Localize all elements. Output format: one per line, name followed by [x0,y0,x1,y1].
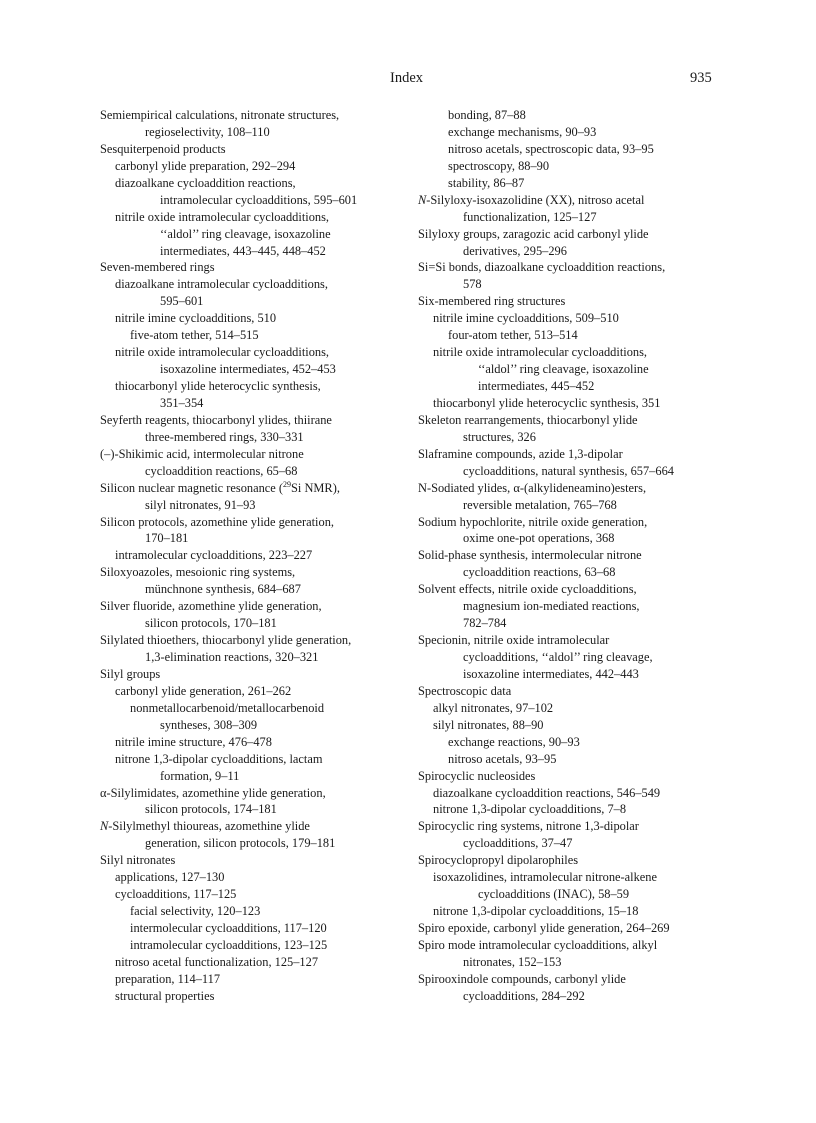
index-entry-line [100,412,410,429]
entry-text: alkyl nitronates, 97–102 [433,700,554,715]
entry-text: nitrile imine cycloadditions, 510 [115,311,277,326]
index-entry-line [418,209,728,226]
entry-text: intermolecular cycloadditions, 117–120 [130,921,327,935]
entry-text: isoxazolidines, intramolecular nitrone-alkene [433,870,657,885]
entry-text: applications, 127–130 [115,870,225,885]
entry-text: derivatives, 295–296 [463,243,567,258]
index-entry-line [418,734,728,751]
index-entry-line [100,395,410,412]
index-entry-line [100,852,410,869]
entry-text: Spirocyclopropyl dipolarophiles [418,853,579,868]
entry-text: nitrone 1,3-dipolar cycloadditions, 15–18 [433,904,639,919]
index-entry-line [100,818,410,835]
index-entry-line [100,768,410,785]
index-entry-line [100,446,410,463]
index-entry-line [100,480,410,497]
index-entry-line [100,734,410,751]
index-entry-line [418,158,728,175]
entry-text: silicon protocols, 170–181 [145,616,277,631]
entry-text: 782–784 [463,616,507,631]
index-entry-line [418,954,728,971]
index-column-left [100,107,410,1005]
index-entry-line [100,937,410,954]
index-entry-line [100,615,410,632]
entry-text: nitrile imine structure, 476–478 [115,734,272,749]
index-entry-line [418,310,728,327]
index-entry-line [100,632,410,649]
index-entry-line [100,547,410,564]
entry-text: Seyferth reagents, thiocarbonyl ylides, thiirane [100,412,332,427]
index-entry-line [418,785,728,802]
index-entry-line [100,259,410,276]
entry-text: reversible metalation, 765–768 [463,497,617,512]
entry-text: magnesium ion-mediated reactions, [463,599,640,614]
entry-text: α-Silylimidates, azomethine ylide generation, [100,785,326,800]
entry-text: münchnone synthesis, 684–687 [145,582,301,597]
entry-text: Six-membered ring structures [418,294,566,309]
italic-prefix: N [100,819,109,834]
index-entry-line [100,378,410,395]
page-number: 935 [690,70,712,86]
entry-text: generation, silicon protocols, 179–181 [145,836,336,851]
entry-text: structural properties [115,988,215,1003]
entry-text: Spectroscopic data [418,683,512,698]
entry-text: cycloadditions, 117–125 [115,887,237,902]
entry-text: nitrone 1,3-dipolar cycloadditions, lactam [115,751,323,766]
entry-text: thiocarbonyl ylide heterocyclic synthesis, 351 [433,395,661,410]
index-entry-line [100,175,410,192]
entry-text: nitronates, 152–153 [463,954,562,969]
entry-text: Spiro mode intramolecular cycloadditions, alkyl [418,937,658,952]
index-entry-line [100,598,410,615]
index-entry-line [418,293,728,310]
index-entry-line [418,344,728,361]
index-entry-line [100,361,410,378]
entry-text: Slaframine compounds, azide 1,3-dipolar [418,446,623,461]
entry-text: oxime one-pot operations, 368 [463,531,615,546]
entry-text: nonmetallocarbenoid/metallocarbenoid [130,700,325,715]
entry-text: bonding, 87–88 [448,108,526,122]
entry-text: regioselectivity, 108–110 [145,124,270,139]
index-entry-line [418,259,728,276]
entry-text: intramolecular cycloadditions, 595–601 [160,192,358,207]
index-entry-line [100,920,410,937]
entry-text: Spirocyclic ring systems, nitrone 1,3-dipolar [418,819,639,834]
entry-text: (–)-Shikimic acid, intermolecular nitrone [100,446,304,461]
index-entry-line [100,530,410,547]
index-entry-line [418,971,728,988]
index-entry-line [418,632,728,649]
entry-text: Silyl groups [100,666,161,681]
index-entry-line [100,785,410,802]
index-entry-line [100,192,410,209]
index-entry-line [100,463,410,480]
index-entry-line [418,801,728,818]
entry-text: Specionin, nitrile oxide intramolecular [418,633,610,648]
entry-text: intramolecular cycloadditions, 223–227 [115,548,313,563]
index-entry-line [100,886,410,903]
entry-text: Solid-phase synthesis, intermolecular nitrone [418,548,642,563]
index-entry-line [418,429,728,446]
entry-text: Spirocyclic nucleosides [418,768,536,783]
entry-text: carbonyl ylide generation, 261–262 [115,683,292,698]
index-entry-line [100,835,410,852]
entry-text: nitrone 1,3-dipolar cycloadditions, 7–8 [433,802,627,817]
index-entry-line [418,598,728,615]
index-entry-line [100,801,410,818]
index-entry-line [418,530,728,547]
index-entry-line [100,107,410,124]
index-entry-line [418,920,728,937]
entry-text: preparation, 114–117 [115,971,221,986]
index-entry-line [418,446,728,463]
index-entry-line [100,209,410,226]
entry-text: carbonyl ylide preparation, 292–294 [115,158,296,173]
entry-text: nitroso acetals, 93–95 [448,751,557,766]
index-entry-line [100,751,410,768]
entry-text: nitrile oxide intramolecular cycloadditions, [115,345,330,360]
entry-text: ‘‘aldol’’ ring cleavage, isoxazoline [160,226,331,241]
entry-text: spectroscopy, 88–90 [448,158,550,173]
entry-text: Silyloxy groups, zaragozic acid carbonyl ylide [418,226,649,241]
index-entry-line [418,378,728,395]
entry-text: four-atom tether, 513–514 [448,328,578,343]
entry-text: diazoalkane intramolecular cycloadditions, [115,277,328,292]
index-entry-line [418,903,728,920]
index-entry-line [418,751,728,768]
index-entry-line [418,480,728,497]
index-entry-line [100,226,410,243]
running-header [0,70,816,90]
entry-text: intermediates, 445–452 [478,379,595,393]
index-entry-line [100,581,410,598]
index-entry-line [100,293,410,310]
index-entry-line [100,869,410,886]
index-entry-line [418,547,728,564]
index-entry-line [418,768,728,785]
index-entry-line [100,683,410,700]
entry-text: 170–181 [145,531,189,546]
index-entry-line [418,243,728,260]
entry-text: nitrile imine cycloadditions, 509–510 [433,311,619,326]
index-entry-line [100,497,410,514]
index-entry-line [100,514,410,531]
entry-text: intramolecular cycloadditions, 123–125 [130,937,328,952]
entry-text: nitroso acetal functionalization, 125–127 [115,954,319,969]
entry-text: silyl nitronates, 91–93 [145,497,256,512]
entry-text: diazoalkane cycloaddition reactions, 546–549 [433,785,661,800]
index-entry-line [100,954,410,971]
index-entry-line [100,903,410,920]
index-entry-line [418,192,728,209]
index-entry-line [418,683,728,700]
entry-text: structures, 326 [463,429,536,444]
entry-text: cycloaddition reactions, 65–68 [145,463,298,478]
entry-text: exchange mechanisms, 90–93 [448,124,597,139]
index-entry-line [418,412,728,429]
entry-text: isoxazoline intermediates, 452–453 [160,362,336,377]
entry-text: -Silyloxy-isoxazolidine (XX), nitroso acetal [426,192,645,207]
index-entry-line [100,564,410,581]
index-entry-line [418,361,728,378]
index-entry-line [100,429,410,446]
index-entry-line [418,649,728,666]
entry-text: formation, 9–11 [160,768,240,783]
index-entry-line [418,395,728,412]
entry-text: Silver fluoride, azomethine ylide generation, [100,599,322,614]
index-entry-line [100,327,410,344]
index-entry-line [100,988,410,1005]
index-entry-line [418,869,728,886]
entry-text: isoxazoline intermediates, 442–443 [463,666,639,681]
index-entry-line [418,514,728,531]
index-entry-line [418,564,728,581]
index-column-right [418,107,728,1005]
index-entry-line [418,835,728,852]
entry-text: stability, 86–87 [448,175,525,190]
entry-text: Seven-membered rings [100,260,215,275]
entry-text: Sesquiterpenoid products [100,141,226,156]
entry-text: facial selectivity, 120–123 [130,904,261,919]
entry-text: cycloadditions, 284–292 [463,988,585,1003]
index-entry-line [418,581,728,598]
index-entry-line [418,615,728,632]
index-entry-line [418,937,728,954]
entry-text-continued: Si NMR), [291,480,340,495]
running-title: Index [390,70,424,86]
entry-text: Spirooxindole compounds, carbonyl ylide [418,971,626,986]
entry-text: thiocarbonyl ylide heterocyclic synthesis, [115,379,321,393]
index-entry-line [100,310,410,327]
index-entry-line [100,971,410,988]
index-entry-line [418,141,728,158]
index-entry-line [100,158,410,175]
index-entry-line [418,497,728,514]
entry-text: -Silylmethyl thioureas, azomethine ylide [108,819,310,834]
index-entry-line [418,276,728,293]
index-entry-line [418,988,728,1005]
entry-text: N-Sodiated ylides, α-(alkylideneamino)esters, [418,480,647,495]
index-entry-line [100,717,410,734]
entry-text: cycloadditions, natural synthesis, 657–664 [463,463,674,478]
index-entry-line [100,700,410,717]
index-entry-line [418,327,728,344]
index-entry-line [418,226,728,243]
index-entry-line [100,344,410,361]
superscript: 29 [283,479,292,489]
entry-text: exchange reactions, 90–93 [448,734,580,749]
entry-text: Sodium hypochlorite, nitrile oxide generation, [418,514,648,529]
entry-text: nitrile oxide intramolecular cycloadditions, [115,209,330,224]
entry-text: cycloadditions (INAC), 58–59 [478,887,630,902]
entry-text: silyl nitronates, 88–90 [433,717,544,732]
italic-prefix: N [418,192,427,207]
index-entry-line [100,243,410,260]
index-entry-line [100,141,410,158]
entry-text: 351–354 [160,395,204,410]
entry-text: Silyl nitronates [100,853,176,868]
entry-text: syntheses, 308–309 [160,717,258,732]
entry-text: Silicon protocols, azomethine ylide generation, [100,514,334,529]
index-entry-line [418,666,728,683]
index-entry-line [418,175,728,192]
entry-text: nitroso acetals, spectroscopic data, 93–95 [448,141,654,156]
entry-text: Solvent effects, nitrile oxide cycloadditions, [418,582,637,597]
entry-text: 1,3-elimination reactions, 320–321 [145,650,319,664]
index-entry-line [418,463,728,480]
entry-text: intermediates, 443–445, 448–452 [160,243,326,258]
entry-text: diazoalkane cycloaddition reactions, [115,175,296,190]
index-entry-line [418,717,728,734]
index-entry-line [100,276,410,293]
entry-text: ‘‘aldol’’ ring cleavage, isoxazoline [478,362,649,377]
index-entry-line [418,700,728,717]
entry-text: Silicon nuclear magnetic resonance ( [100,480,284,495]
index-entry-line [418,852,728,869]
entry-text: Skeleton rearrangements, thiocarbonyl ylide [418,412,638,427]
entry-text: three-membered rings, 330–331 [145,429,304,444]
entry-text: functionalization, 125–127 [463,209,597,224]
index-entry-line [100,124,410,141]
entry-text: Semiempirical calculations, nitronate structures, [100,108,340,122]
entry-text: Silylated thioethers, thiocarbonyl ylide generation, [100,633,352,648]
entry-text: Spiro epoxide, carbonyl ylide generation, 264–269 [418,921,670,935]
entry-text: cycloadditions, 37–47 [463,836,573,851]
entry-text: Si=Si bonds, diazoalkane cycloaddition reactions, [418,260,666,275]
entry-text: five-atom tether, 514–515 [130,328,259,343]
index-entry-line [418,886,728,903]
entry-text: Siloxyoazoles, mesoionic ring systems, [100,565,296,580]
entry-text: 595–601 [160,294,204,309]
entry-text: nitrile oxide intramolecular cycloadditions, [433,345,648,360]
index-entry-line [100,666,410,683]
index-entry-line [418,107,728,124]
index-entry-line [100,649,410,666]
index-entry-line [418,818,728,835]
entry-text: cycloaddition reactions, 63–68 [463,565,616,580]
index-entry-line [418,124,728,141]
entry-text: cycloadditions, ‘‘aldol’’ ring cleavage, [463,650,653,664]
entry-text: silicon protocols, 174–181 [145,802,277,817]
entry-text: 578 [463,277,482,292]
